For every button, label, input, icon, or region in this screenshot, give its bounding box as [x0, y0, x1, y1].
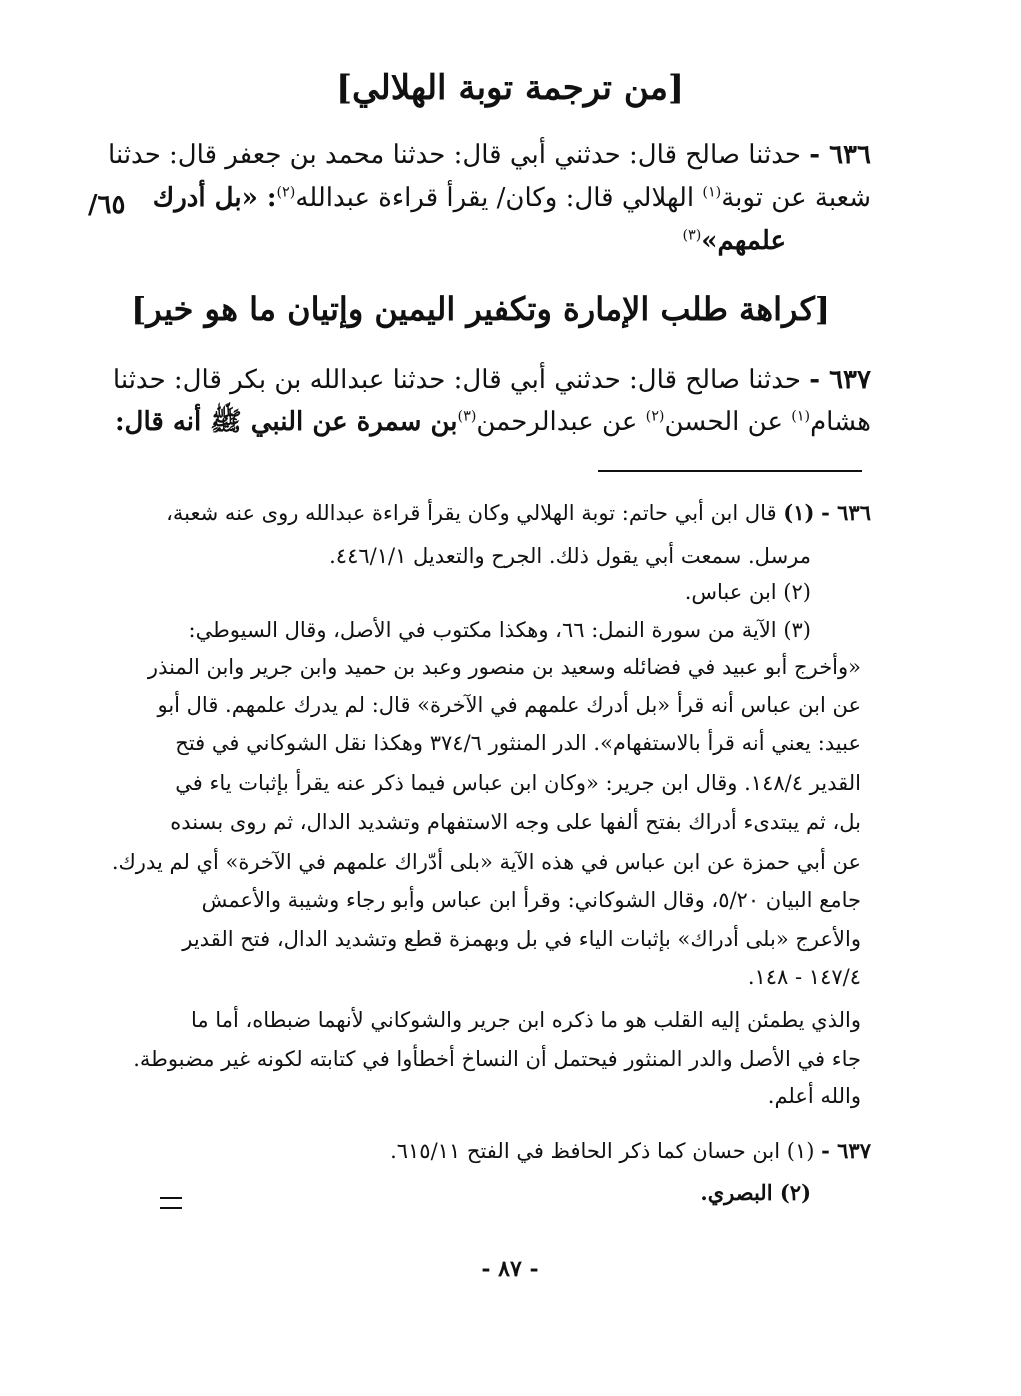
footnote-636-marker: (١) [783, 500, 815, 525]
footnote-636-line5: «وأخرج أبو عبيد في فضائله وسعيد بن منصور وعبد بن حميد وابن جرير وابن المنذر [147, 655, 861, 679]
footnote-637-number: ٦٣٧ - [821, 1138, 871, 1163]
hadith-637-text-2d: بن سمرة عن النبي ﷺ أنه قال: [114, 407, 458, 437]
footnote-636-line1 [151, 500, 871, 525]
footnote-636-line14: والذي يطمئن إليه القلب هو ما ذكره ابن جرير والشوكاني لأنهما ضبطاه، أما ما [190, 1008, 861, 1032]
hadith-636-text-2b: الهلالي قال: وكان/ يقرأ قراءة عبدالله [295, 183, 703, 213]
hadith-636-text-3a: علمهم» [701, 226, 786, 256]
footnote-636-line15: جاء في الأصل والدر المنثور فيحتمل أن النساخ أخطأوا في كتابته لكونه غير مضبوطة. [133, 1047, 861, 1071]
footnote-636-line11: جامع البيان ٥/٢٠، وقال الشوكاني: وقرأ ابن عباس وأبو رجاء وشيبة والأعمش [201, 888, 861, 912]
hadith-637-text-2b: عن الحسن [664, 407, 792, 437]
footnote-ref-2: (٢) [276, 184, 296, 201]
hadith-637-text-2c: عن عبدالرحمن [476, 407, 646, 437]
footnote-ref-3b: (٣) [457, 408, 477, 425]
footnote-636-line4: (٣) الآية من سورة النمل: ٦٦، وهكذا مكتوب في الأصل، وقال السيوطي: [188, 618, 811, 642]
hadith-636-line1 [108, 140, 871, 170]
section-heading-tawba: [من ترجمة توبة الهلالي] [335, 68, 685, 108]
hadith-636-number: ٦٣٦ - [809, 140, 871, 170]
footnote-636-line6: عن ابن عباس أنه قرأ «بل أدرك علمهم في الآخرة» قال: لم يدرك علمهم. قال أبو [157, 693, 861, 717]
hadith-637-line1 [112, 365, 871, 395]
margin-page-reference: /٦٥ [88, 190, 126, 220]
section-heading-imara: [كراهة طلب الإمارة وتكفير اليمين وإتيان ما هو خير] [131, 290, 830, 328]
hadith-636-text-2c: : «بل أدرك [152, 183, 277, 213]
continuation-mark [160, 1197, 182, 1209]
footnote-ref-1b: (١) [791, 408, 811, 425]
hadith-636-line2 [152, 183, 871, 213]
footnote-637-line1 [151, 1138, 871, 1163]
hadith-637-text-line1: حدثنا صالح قال: حدثني أبي قال: حدثنا عبدالله بن بكر قال: حدثنا [112, 365, 801, 395]
footnote-ref-3: (٣) [682, 227, 702, 244]
footnote-637-text1: (١) ابن حسان كما ذكر الحافظ في الفتح ٦١٥/١١. [390, 1139, 815, 1163]
hadith-637-line2 [114, 405, 871, 443]
footnote-636-line2: مرسل. سمعت أبي يقول ذلك. الجرح والتعديل ٤٤٦/١/١. [329, 544, 811, 568]
hadith-637-number: ٦٣٧ - [809, 365, 871, 395]
footnote-636-line13: ١٤٧/٤ - ١٤٨. [747, 965, 861, 989]
footnote-636-line10: عن أبي حمزة عن ابن عباس في هذه الآية «بلى أدّراك علمهم في الآخرة» أي لم يدرك. [111, 850, 861, 874]
footnote-636-line3: (٢) ابن عباس. [684, 580, 811, 604]
footnote-636-text1: قال ابن أبي حاتم: توبة الهلالي وكان يقرأ قراءة عبدالله روى عنه شعبة، [166, 501, 784, 525]
footnote-636-line7: عبيد: يعني أنه قرأ بالاستفهام». الدر المنثور ٣٧٤/٦ وهكذا نقل الشوكاني في فتح [175, 731, 861, 755]
hadith-636-text-2a: شعبة عن توبة [721, 183, 871, 213]
hadith-636-text-line1: حدثنا صالح قال: حدثني أبي قال: حدثنا محمد بن جعفر قال: حدثنا [108, 140, 801, 170]
hadith-636-line3 [486, 226, 786, 256]
hadith-637-text-2a: هشام [810, 407, 871, 437]
footnote-ref-2b: (٢) [645, 408, 665, 425]
footnote-separator [598, 470, 862, 472]
footnote-636-line12: والأعرج «بلى أدراك» بإثبات الياء في بل وبهمزة قطع وتشديد الدال، فتح القدير [182, 927, 861, 951]
footnote-ref-1: (١) [702, 184, 722, 201]
page-number: - ٨٧ - [481, 1256, 539, 1282]
footnote-636-number: ٦٣٦ - [821, 500, 871, 525]
footnote-636-line9: بل، ثم يبتدىء أدراك بفتح ألفها على وجه الاستفهام وتشديد الدال، ثم روى بسنده [170, 810, 861, 834]
footnote-637-line2: (٢) البصري. [700, 1180, 811, 1205]
footnote-636-line16: والله أعلم. [767, 1084, 861, 1108]
footnote-636-line8: القدير ١٤٨/٤. وقال ابن جرير: «وكان ابن عباس فيما ذكر عنه يقرأ بإثبات ياء في [175, 771, 861, 795]
